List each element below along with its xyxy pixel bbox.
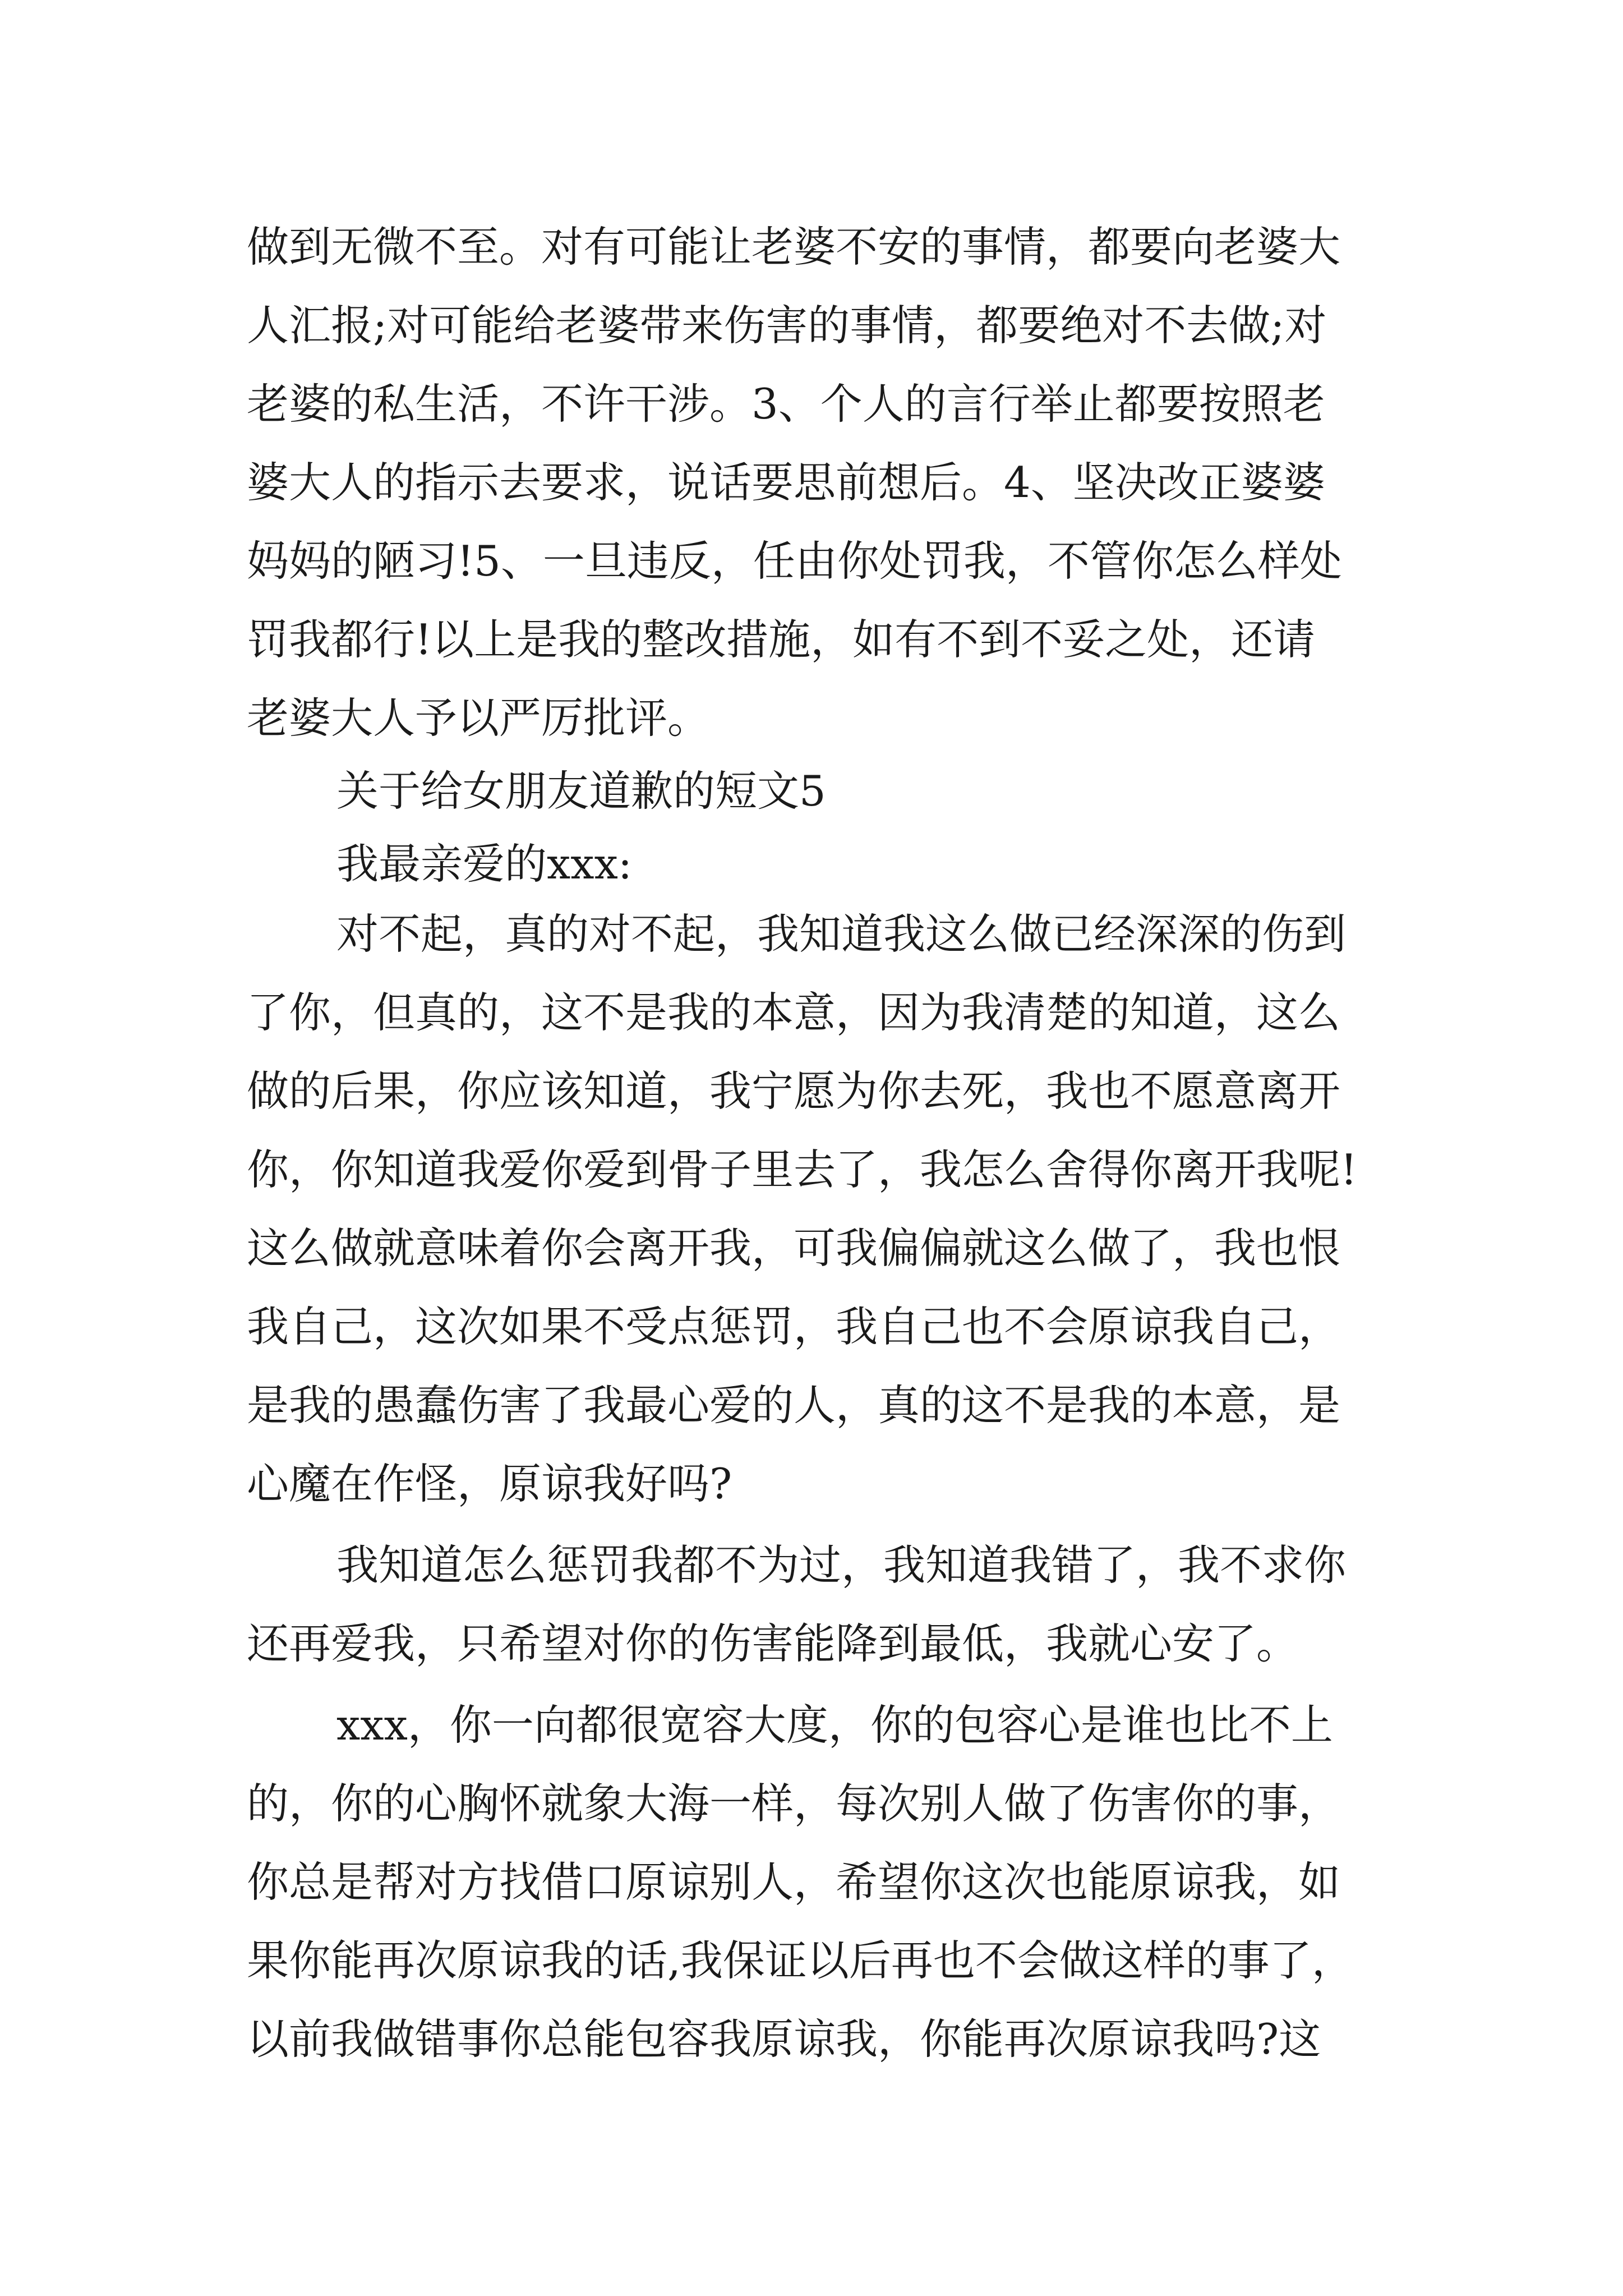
text-line-17: 心魔在作怪，原谅我好吗?	[247, 1459, 732, 1508]
text-line-24: 以前我做错事你总能包容我原谅我，你能再次原谅我吗?这	[247, 2014, 1321, 2064]
text-line-21: 的，你的心胸怀就象大海一样，每次别人做了伤害你的事，	[247, 1779, 1341, 1828]
text-line-15: 我自己，这次如果不受点惩罚，我自己也不会原谅我自己，	[247, 1302, 1341, 1351]
text-line-14: 这么做就意味着你会离开我，可我偏偏就这么做了，我也恨	[247, 1223, 1341, 1273]
text-line-3: 老婆的私生活，不许干涉。3、个人的言行举止都要按照老	[247, 379, 1325, 429]
text-line-1: 做到无微不至。对有可能让老婆不安的事情，都要向老婆大	[247, 222, 1341, 272]
text-line-13: 你，你知道我爱你爱到骨子里去了，我怎么舍得你离开我呢!	[247, 1145, 1358, 1194]
text-line-22: 你总是帮对方找借口原谅别人，希望你这次也能原谅我，如	[247, 1857, 1341, 1907]
text-line-2: 人汇报;对可能给老婆带来伤害的事情，都要绝对不去做;对	[247, 301, 1327, 350]
text-line-16: 是我的愚蠢伤害了我最心爱的人，真的这不是我的本意，是	[247, 1381, 1341, 1430]
section-heading: 关于给女朋友道歉的短文5	[336, 766, 826, 816]
text-line-23: 果你能再次原谅我的话,我保证以后再也不会做这样的事了，	[247, 1936, 1354, 1985]
text-line-7: 老婆大人予以严厉批评。	[247, 693, 710, 743]
text-line-19: 还再爱我，只希望对你的伤害能降到最低，我就心安了。	[247, 1619, 1299, 1668]
salutation: 我最亲爱的xxx:	[336, 839, 633, 889]
text-line-20: xxx，你一向都很宽容大度，你的包容心是谁也比不上	[336, 1700, 1333, 1750]
text-line-10: 对不起，真的对不起，我知道我这么做已经深深的伤到	[336, 909, 1347, 959]
text-line-18: 我知道怎么惩罚我都不为过，我知道我错了，我不求你	[336, 1540, 1347, 1590]
text-line-12: 做的后果，你应该知道，我宁愿为你去死，我也不愿意离开	[247, 1066, 1341, 1116]
text-line-5: 妈妈的陋习!5、一旦违反，任由你处罚我，不管你怎么样处	[247, 536, 1342, 586]
text-line-11: 了你，但真的，这不是我的本意，因为我清楚的知道，这么	[247, 988, 1341, 1037]
text-line-6: 罚我都行!以上是我的整改措施，如有不到不妥之处，还请	[247, 615, 1316, 664]
text-line-4: 婆大人的指示去要求，说话要思前想后。4、坚决改正婆婆	[247, 458, 1325, 507]
